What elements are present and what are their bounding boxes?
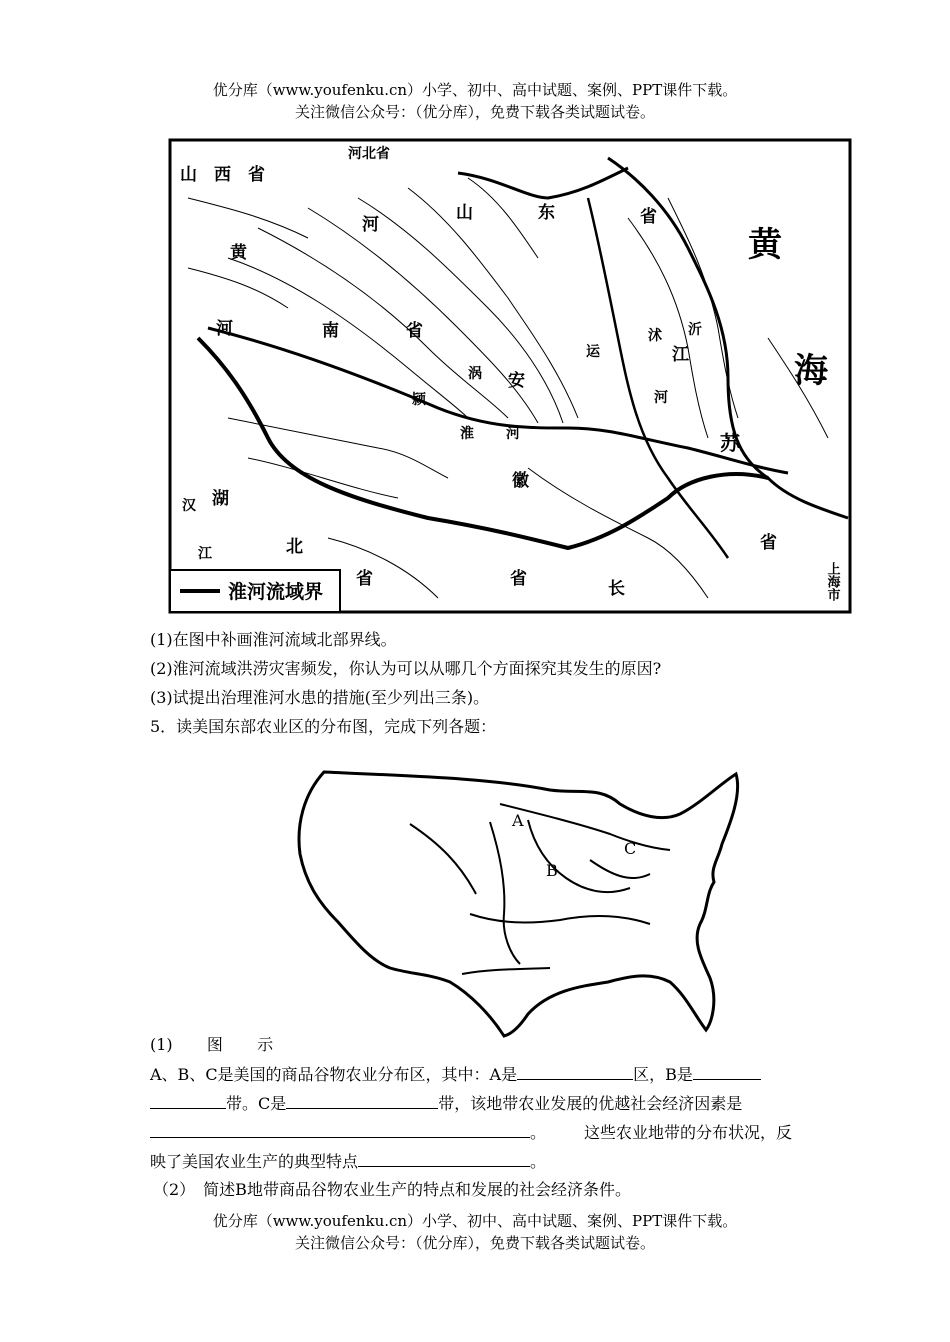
line2-text-b: 带，该地带农业发展的优越社会经济因素是 (438, 1094, 743, 1113)
blank-b-2[interactable] (150, 1092, 226, 1109)
label-chang: 长 (608, 579, 625, 599)
label-an: 安 (508, 371, 525, 391)
part-1-word-2: 示 (257, 1035, 274, 1054)
label-yi: 沂 (688, 322, 702, 338)
label-yellow-hai: 海 (794, 351, 828, 391)
us-agriculture-map (290, 764, 748, 1042)
line1-text-b: 区，B是 (633, 1065, 693, 1084)
fill-line-1 (150, 1063, 761, 1086)
label-huai2: 河 (506, 426, 520, 442)
label-hui: 徽 (512, 471, 529, 491)
line2-text-a: 带。C是 (226, 1094, 287, 1113)
question-3: (3)试提出治理淮河水患的措施(至少列出三条)。 (150, 688, 490, 707)
map2-label-b: B (546, 861, 558, 880)
header-line-2: 关注微信公众号：（优分库），免费下载各类试题试卷。 (294, 103, 655, 121)
line3-text-b: 这些农业地带的分布状况，反 (584, 1123, 793, 1142)
footer-line-1: 优分库（www.youfenku.cn）小学、初中、高中试题、案例、PPT课件下载。 (212, 1212, 738, 1230)
fill-line-4 (150, 1150, 546, 1173)
label-shandong-shan: 山 (456, 203, 473, 223)
part-2-question: （2） 简述B地带商品谷物农业生产的特点和发展的社会经济条件。 (153, 1180, 631, 1199)
label-he2: 河 (654, 390, 668, 406)
page-footer (0, 1210, 950, 1254)
label-sheng4: 省 (356, 569, 373, 589)
label-han-jiang: 江 (198, 546, 212, 562)
label-sheng3: 省 (760, 533, 777, 553)
blank-b-1[interactable] (693, 1063, 761, 1080)
line4-text-a: 映了美国农业生产的典型特点 (150, 1152, 359, 1171)
label-hebei-he: 河 (362, 215, 379, 235)
label-huang: 黄 (230, 243, 247, 263)
footer-line-2: 关注微信公众号：（优分库），免费下载各类试题试卷。 (294, 1234, 655, 1252)
label-yellow-huang: 黄 (748, 225, 782, 265)
label-shanxi: 山 西 省 (180, 165, 265, 185)
map1-legend-label: 淮河流域界 (228, 581, 324, 603)
label-nan: 南 (322, 321, 339, 341)
label-hu: 湖 (212, 489, 229, 509)
part-1-number: (1) (150, 1035, 173, 1054)
line3-text-a: 。 (530, 1123, 547, 1142)
blank-socio-economic[interactable] (150, 1121, 530, 1138)
label-han: 汉 (182, 498, 196, 514)
label-sheng: 省 (406, 321, 423, 341)
part-1-heading (150, 1034, 273, 1056)
label-sheng5: 省 (510, 569, 527, 589)
blank-a[interactable] (517, 1063, 633, 1080)
label-jiang: 江 (672, 345, 689, 365)
question-5: 5．读美国东部农业区的分布图，完成下列各题： (150, 717, 497, 736)
header-line-1: 优分库（www.youfenku.cn）小学、初中、高中试题、案例、PPT课件下载。 (212, 81, 738, 99)
label-huai1: 淮 (460, 426, 474, 442)
label-bei: 北 (286, 537, 303, 557)
page-header (0, 79, 950, 123)
line1-text-a: A、B、C是美国的商品谷物农业分布区，其中：A是 (150, 1065, 518, 1084)
question-2: (2)淮河流域洪涝灾害频发，你认为可以从哪几个方面探究其发生的原因? (150, 659, 662, 678)
label-sheng2: 省 (640, 207, 657, 227)
blank-c[interactable] (286, 1092, 438, 1109)
label-shanghai: 上海市 (824, 562, 840, 601)
label-ying: 颍 (412, 392, 426, 408)
label-guo: 涡 (468, 366, 482, 382)
label-henan-he: 河 (216, 319, 233, 339)
map2-label-a: A (512, 811, 524, 830)
blank-feature[interactable] (358, 1150, 530, 1167)
huai-river-basin-map (168, 138, 852, 614)
fill-line-3 (150, 1121, 792, 1144)
label-hebei: 河北省 (348, 146, 390, 162)
line4-text-b: 。 (530, 1152, 547, 1171)
label-su: 苏 (720, 431, 740, 455)
label-yun: 运 (586, 344, 600, 360)
us-region-lines (410, 804, 670, 974)
question-1: (1)在图中补画淮河流域北部界线。 (150, 630, 397, 649)
label-shu: 沭 (648, 328, 662, 344)
map2-label-c: C (624, 839, 637, 858)
part-1-word-1: 图 (206, 1035, 223, 1054)
fill-line-2 (150, 1092, 742, 1115)
label-shandong-dong: 东 (538, 203, 555, 223)
